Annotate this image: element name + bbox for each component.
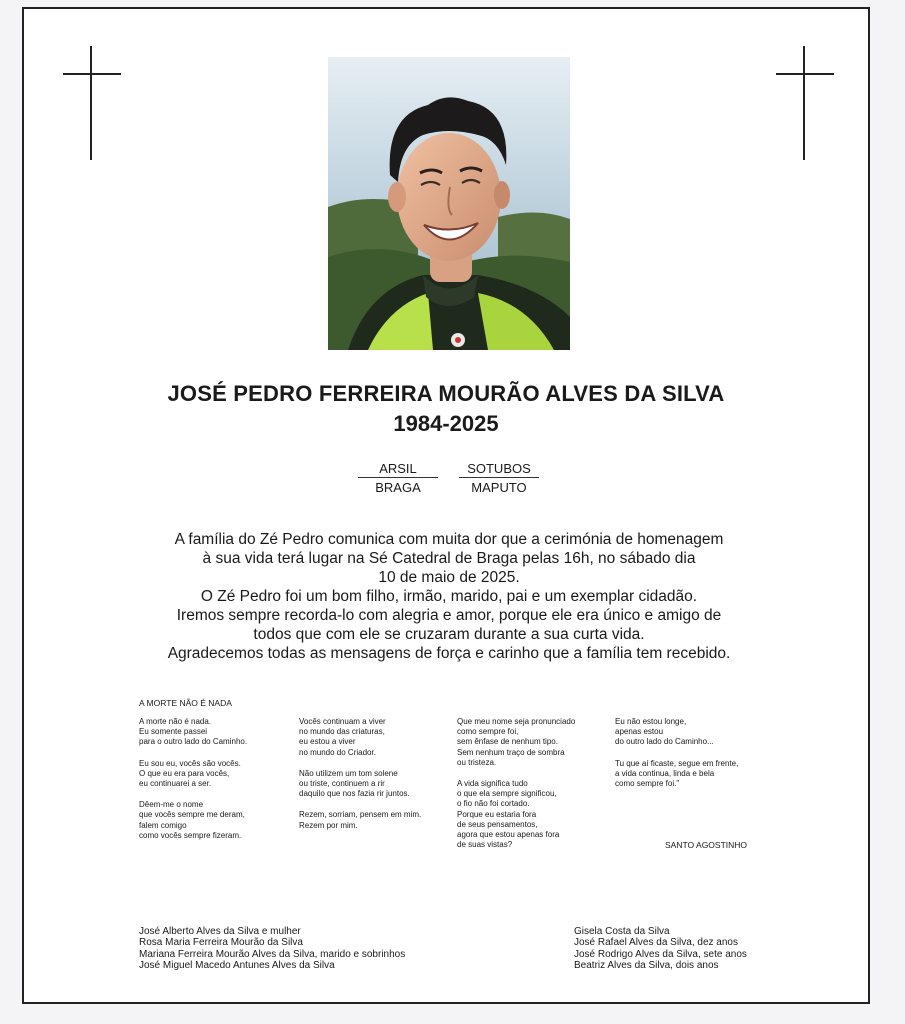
family-member: Rosa Maria Ferreira Mourão da Silva <box>139 937 303 949</box>
message-line: O Zé Pedro foi um bom filho, irmão, marido, pai e um exemplar cidadão. <box>200 588 698 605</box>
family-list-right <box>574 926 747 972</box>
life-years: 1984-2025 <box>393 411 499 436</box>
birth-place: SOTUBOS <box>459 461 539 478</box>
poem-author: SANTO AGOSTINHO <box>665 840 748 850</box>
poem-stanza: Rezem, sorriam, pensem em mim. Rezem por mim. <box>299 810 422 830</box>
family-member: José Rafael Alves da Silva, dez anos <box>574 937 738 949</box>
portrait-photo <box>328 57 570 350</box>
poem-title: A MORTE NÃO É NADA <box>139 698 232 708</box>
family-member: Beatriz Alves da Silva, dois anos <box>574 960 719 972</box>
message-line: Agradecemos todas as mensagens de força e carinho que a família tem recebido. <box>167 645 731 662</box>
message-line: todos que com ele se cruzaram durante a sua curta vida. <box>253 626 645 643</box>
family-member: José Rodrigo Alves da Silva, sete anos <box>574 948 747 960</box>
death-place: BRAGA <box>375 480 421 495</box>
family-member: José Miguel Macedo Antunes Alves da Silva <box>139 960 335 972</box>
death-place: MAPUTO <box>471 480 527 495</box>
cross-icon <box>776 46 834 160</box>
poem-stanza: Eu não estou longe, apenas estou do outro lado do Caminho... <box>615 717 714 747</box>
poem-column <box>299 717 421 842</box>
poem-stanza: Que meu nome seja pronunciado como sempre foi, sem ênfase de nenhum tipo. Sem nenhum traço de sombra ou tristeza. <box>457 717 576 767</box>
family-list-left <box>139 926 405 972</box>
family-member: Mariana Ferreira Mourão Alves da Silva, marido e sobrinhos <box>139 948 406 960</box>
poem-column <box>139 717 247 852</box>
message-line: 10 de maio de 2025. <box>378 569 520 586</box>
poem-stanza: A morte não é nada. Eu somente passei para o outro lado do Caminho. <box>139 717 248 747</box>
deceased-name: JOSÉ PEDRO FERREIRA MOURÃO ALVES DA SILVA <box>167 381 725 406</box>
poem-stanza: Não utilizem um tom solene ou triste, continuem a rir daquilo que nos fazia rir juntos. <box>299 768 410 799</box>
place-pair <box>358 461 438 495</box>
family-member: Gisela Costa da Silva <box>574 926 670 937</box>
poem-column <box>615 717 738 800</box>
poem-stanza: Eu sou eu, vocês são vocês. O que eu era para vocês, eu continuarei a ser. <box>139 758 241 789</box>
family-message <box>119 530 779 663</box>
poem-stanza: Vocês continuam a viver no mundo das criaturas, eu estou a viver no mundo do Criador. <box>299 717 386 757</box>
family-member: José Alberto Alves da Silva e mulher <box>139 926 301 937</box>
message-line: Iremos sempre recorda-lo com alegria e amor, porque ele era único e amigo de <box>176 607 722 624</box>
cross-icon <box>63 46 121 160</box>
poem-stanza: Dêem-me o nome que vocês sempre me deram, falem comigo como vocês sempre fizeram. <box>139 800 245 840</box>
message-line: A família do Zé Pedro comunica com muita dor que a cerimónia de homenagem <box>174 531 724 548</box>
poem-column <box>457 717 575 861</box>
obituary-notice <box>22 7 870 1004</box>
birth-place: ARSIL <box>358 461 438 478</box>
poem-stanza: Tu que aí ficaste, segue em frente, a vida continua, linda e bela como sempre foi." <box>615 758 739 789</box>
poem-stanza: A vida significa tudo o que ela sempre significou, o fio não foi cortado. Porque eu estaria fora de seus pensamentos, agora que estou apenas fora de suas vistas? <box>457 779 560 850</box>
message-line: à sua vida terá lugar na Sé Catedral de Braga pelas 16h, no sábado dia <box>202 550 696 567</box>
place-pair <box>459 461 539 495</box>
